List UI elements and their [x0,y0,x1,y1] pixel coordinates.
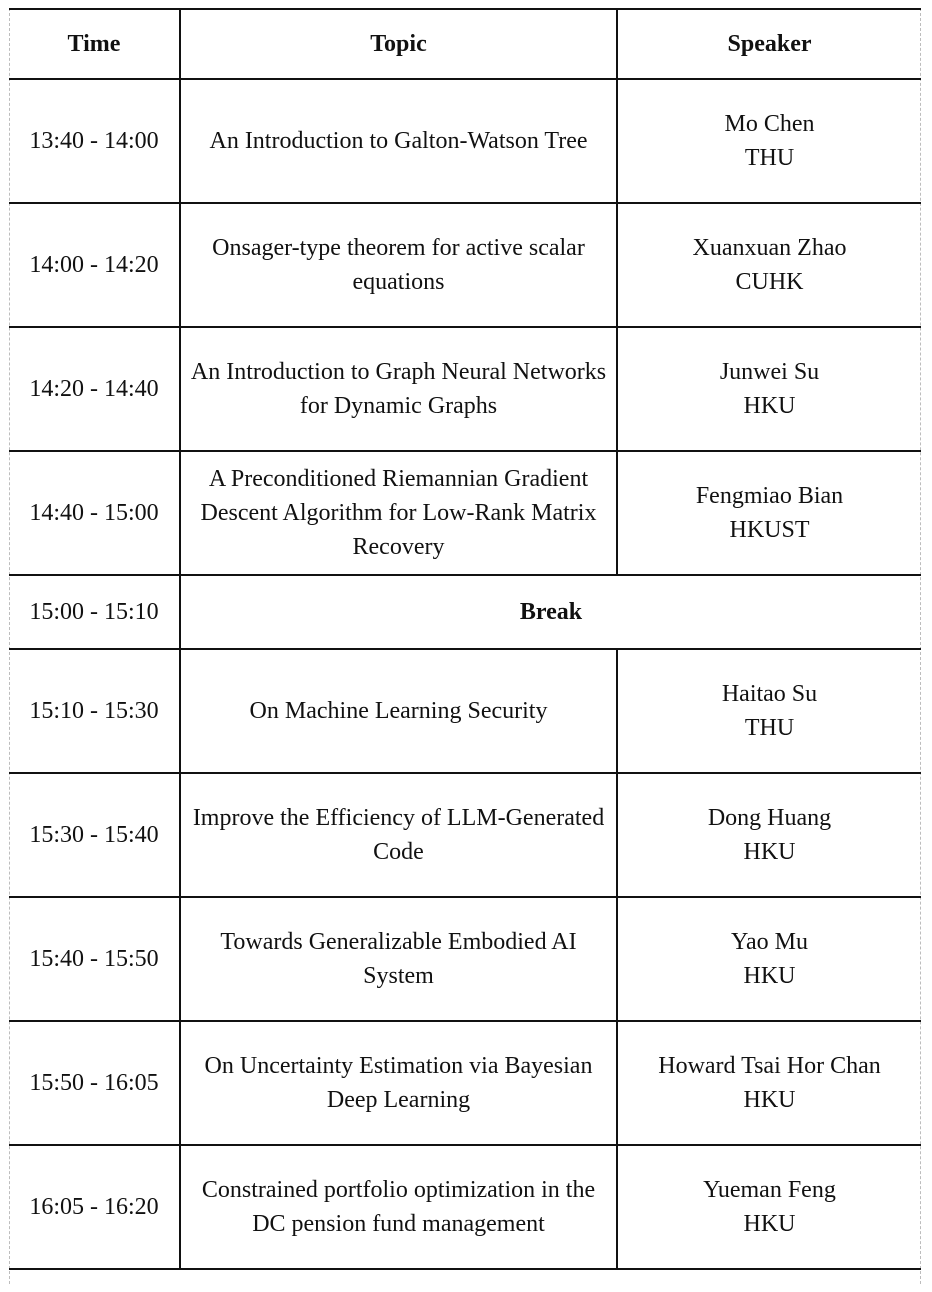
time-cell: 14:20 - 14:40 [9,327,180,451]
time-header: Time [9,9,180,79]
speaker-name: Haitao Su [721,681,818,707]
topic-cell: Towards Generalizable Embodied AI System [180,897,617,1021]
speaker-affiliation: HKU [743,1087,796,1113]
speaker-affiliation: THU [744,715,795,741]
time-cell: 15:10 - 15:30 [9,649,180,773]
topic-cell: An Introduction to Galton-Watson Tree [180,79,617,203]
speaker-cell [617,203,921,327]
table-row [9,327,921,451]
time-cell: 16:05 - 16:20 [9,1145,180,1269]
speaker-affiliation: THU [744,145,795,171]
table-row [9,649,921,773]
topic-cell: Constrained portfolio optimization in the DC pension fund management [180,1145,617,1269]
speaker-affiliation: HKU [743,393,796,419]
topic-cell: On Uncertainty Estimation via Bayesian Deep Learning [180,1021,617,1145]
schedule-table [9,8,921,1270]
speaker-cell [617,1145,921,1269]
table-row [9,1021,921,1145]
speaker-name: Mo Chen [724,111,815,137]
speaker-cell [617,897,921,1021]
topic-cell: Onsager-type theorem for active scalar equations [180,203,617,327]
speaker-name: Yao Mu [731,929,808,955]
table-row [9,451,921,575]
speaker-name: Yueman Feng [703,1177,836,1203]
time-cell: 14:00 - 14:20 [9,203,180,327]
break-row [9,575,921,649]
table-row [9,897,921,1021]
time-cell: 15:30 - 15:40 [9,773,180,897]
topic-cell: An Introduction to Graph Neural Networks for Dynamic Graphs [180,327,617,451]
speaker-name: Fengmiao Bian [695,483,844,509]
speaker-header: Speaker [617,9,921,79]
speaker-name: Junwei Su [719,359,820,385]
speaker-affiliation: HKUST [729,517,810,543]
speaker-name: Dong Huang [707,805,832,831]
speaker-affiliation: CUHK [735,269,804,295]
break-label: Break [180,575,921,649]
topic-header: Topic [180,9,617,79]
speaker-affiliation: HKU [743,1211,796,1237]
topic-cell: A Preconditioned Riemannian Gradient Descent Algorithm for Low-Rank Matrix Recovery [180,451,617,575]
table-row [9,79,921,203]
time-cell: 15:40 - 15:50 [9,897,180,1021]
header-row [9,9,921,79]
table-row [9,203,921,327]
time-cell: 15:50 - 16:05 [9,1021,180,1145]
speaker-cell [617,79,921,203]
speaker-cell [617,773,921,897]
speaker-affiliation: HKU [743,839,796,865]
table-row [9,1145,921,1269]
speaker-cell [617,327,921,451]
time-cell: 15:00 - 15:10 [9,575,180,649]
speaker-affiliation: HKU [743,963,796,989]
speaker-cell [617,451,921,575]
time-cell: 14:40 - 15:00 [9,451,180,575]
topic-cell: Improve the Efficiency of LLM-Generated Code [180,773,617,897]
time-cell: 13:40 - 14:00 [9,79,180,203]
table-row [9,773,921,897]
speaker-cell [617,1021,921,1145]
speaker-cell [617,649,921,773]
topic-cell: On Machine Learning Security [180,649,617,773]
speaker-name: Xuanxuan Zhao [692,235,847,261]
speaker-name: Howard Tsai Hor Chan [658,1053,881,1079]
